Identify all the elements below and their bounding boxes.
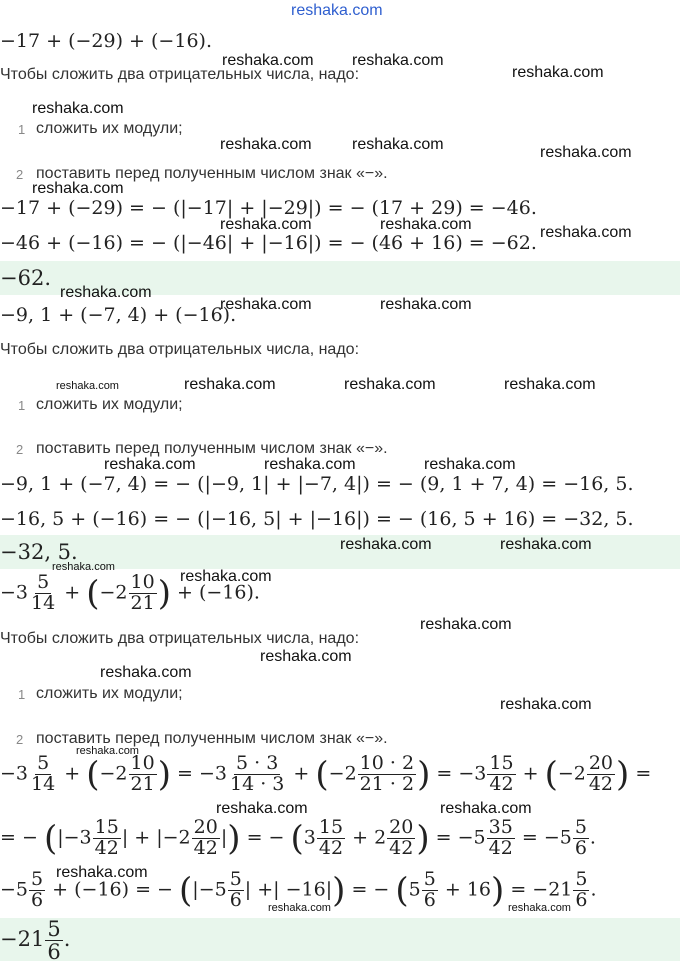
watermark: reshaka.com xyxy=(352,52,444,69)
ex1-answer: −62. xyxy=(0,266,51,290)
ex2-step2-number: 2 xyxy=(16,442,24,457)
watermark: reshaka.com xyxy=(540,144,632,161)
ex3-answer: −21 $\frac{5}{6}$ . xyxy=(0,917,71,964)
watermark: reshaka.com xyxy=(220,136,312,153)
watermark: reshaka.com xyxy=(344,376,436,393)
ex1-line1: −17 + (−29) = − (|−17| + |−29|) = − (17 + 29) = −46. xyxy=(0,197,537,219)
ex3-rule-intro: Чтобы сложить два отрицательных числа, надо: xyxy=(0,630,360,647)
ex3-line2: = − (|−3 $\frac{15}{42}$ | + |−2 $\frac{20}{42}$ |) = − (3 $\frac{15}{42}$ + 2 $\frac{20}{42}$ ) = −5 $\frac{35}{42}$ = −5 $\frac{5}{6}$ . xyxy=(0,816,596,859)
watermark: reshaka.com xyxy=(216,800,308,817)
ex1-step1-number: 1 xyxy=(18,122,26,137)
watermark: reshaka.com xyxy=(508,902,571,914)
ex3-step2-number: 2 xyxy=(16,732,24,747)
watermark: reshaka.com xyxy=(104,456,196,473)
ex1-rule-intro: Чтобы сложить два отрицательных числа, надо: xyxy=(0,66,360,83)
ex1-expression: −17 + (−29) + (−16). xyxy=(0,30,212,52)
ex3-step1-number: 1 xyxy=(18,687,26,702)
watermark: reshaka.com xyxy=(352,136,444,153)
ex3-expression: −3 $\frac{5}{14}$ + (−2 $\frac{10}{21}$ ) + (−16). xyxy=(0,571,260,614)
ex2-step1-text: сложить их модули; xyxy=(36,396,183,413)
ex3-step1-text: сложить их модули; xyxy=(36,685,183,702)
ex1-step2-number: 2 xyxy=(16,167,24,182)
watermark: reshaka.com xyxy=(32,180,124,197)
watermark: reshaka.com xyxy=(222,52,314,69)
watermark: reshaka.com xyxy=(56,380,119,392)
ex2-rule-intro: Чтобы сложить два отрицательных числа, надо: xyxy=(0,341,360,358)
watermark: reshaka.com xyxy=(540,224,632,241)
watermark: reshaka.com xyxy=(500,696,592,713)
watermark: reshaka.com xyxy=(440,800,532,817)
watermark: reshaka.com xyxy=(380,296,472,313)
watermark: reshaka.com xyxy=(184,376,276,393)
watermark: reshaka.com xyxy=(512,64,604,81)
watermark: reshaka.com xyxy=(180,568,272,585)
watermark: reshaka.com xyxy=(504,376,596,393)
ex2-line2: −16, 5 + (−16) = − (|−16, 5| + |−16|) = − (16, 5 + 16) = −32, 5. xyxy=(0,508,634,530)
watermark: reshaka.com xyxy=(380,216,472,233)
ex1-step1-text: сложить их модули; xyxy=(36,120,183,137)
watermark: reshaka.com xyxy=(264,456,356,473)
ex2-step1-number: 1 xyxy=(18,398,26,413)
watermark-top: reshaka.com xyxy=(291,2,383,19)
watermark: reshaka.com xyxy=(60,284,152,301)
watermark: reshaka.com xyxy=(220,216,312,233)
watermark: reshaka.com xyxy=(52,561,115,573)
watermark: reshaka.com xyxy=(220,296,312,313)
ex1-line2: −46 + (−16) = − (|−46| + |−16|) = − (46 + 16) = −62. xyxy=(0,232,537,254)
watermark: reshaka.com xyxy=(420,616,512,633)
watermark: reshaka.com xyxy=(500,536,592,553)
watermark: reshaka.com xyxy=(268,902,331,914)
watermark: reshaka.com xyxy=(32,100,124,117)
watermark: reshaka.com xyxy=(340,536,432,553)
ex3-line1: −3 $\frac{5}{14}$ + (−2 $\frac{10}{21}$ ) = −3 $\frac{5 \cdot 3}{14 \cdot 3}$ + (−2 $\frac{10 \cdot 2}{21 \cdot 2}$ ) = −3 $\frac{15}{42}$ + (−2 $\frac{20}{42}$ ) = xyxy=(0,752,652,795)
ex2-step2-text: поставить перед полученным числом знак «−». xyxy=(36,440,388,457)
watermark: reshaka.com xyxy=(424,456,516,473)
watermark: reshaka.com xyxy=(260,648,352,665)
watermark: reshaka.com xyxy=(76,745,139,757)
watermark: reshaka.com xyxy=(100,664,192,681)
watermark: reshaka.com xyxy=(56,864,148,881)
ex1-step2-text: поставить перед полученным числом знак «−». xyxy=(36,165,388,182)
ex2-answer: −32, 5. xyxy=(0,540,78,564)
ex3-answer-band xyxy=(0,917,680,964)
ex3-step2-text: поставить перед полученным числом знак «−». xyxy=(36,730,388,747)
ex2-expression: −9, 1 + (−7, 4) + (−16). xyxy=(0,304,237,326)
ex3-line3: −5 $\frac{5}{6}$ + (−16) = − (|−5 $\frac{5}{6}$ | +| −16|) = − (5 $\frac{5}{6}$ + 16) = −21 $\frac{5}{6}$ . xyxy=(0,868,597,911)
ex2-line1: −9, 1 + (−7, 4) = − (|−9, 1| + |−7, 4|) = − (9, 1 + 7, 4) = −16, 5. xyxy=(0,473,634,495)
